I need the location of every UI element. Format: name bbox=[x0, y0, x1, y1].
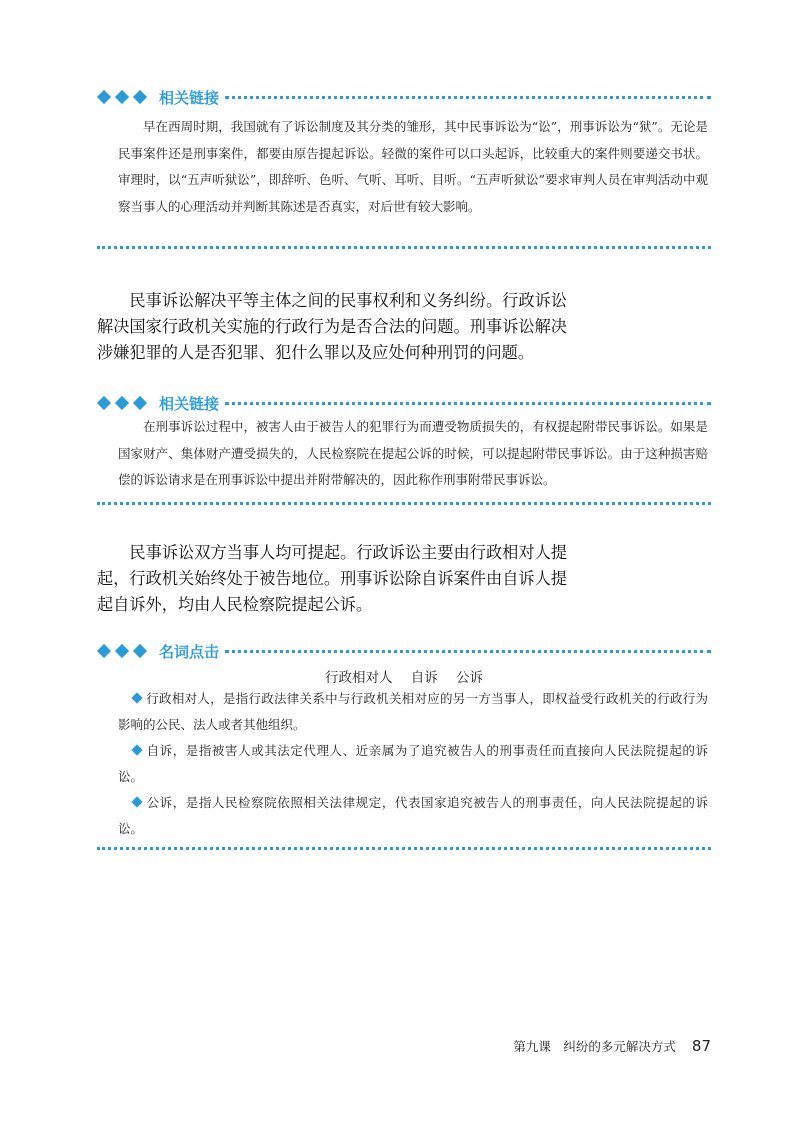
related-link-title-1: 相关链接 bbox=[159, 88, 220, 107]
body-paragraph-2 bbox=[97, 540, 567, 618]
glossary-term: 自诉 bbox=[410, 670, 438, 686]
related-link-text-2: 在刑事诉讼过程中，被害人由于被告人的犯罪行为而遭受物质损失的，有权提起附带民事诉讼。如果是国家财产、集体财产遭受损失的，人民检察院在提起公诉的时候，可以提起附带民事诉讼。由于这种损害赔偿的诉讼请求是在刑事诉讼中提出并附带解决的，因此称作刑事附带民事诉讼。 bbox=[118, 419, 708, 487]
dotted-divider bbox=[225, 96, 711, 99]
definition-item bbox=[118, 790, 708, 842]
glossary-term: 行政相对人 bbox=[324, 670, 393, 686]
glossary-term: 公诉 bbox=[456, 670, 484, 686]
dotted-divider bbox=[97, 502, 711, 505]
diamond-bullets-icon bbox=[97, 646, 147, 656]
glossary-definitions bbox=[118, 686, 708, 842]
diamond-bullet-icon bbox=[131, 744, 142, 755]
body-paragraph-1-text: 民事诉讼解决平等主体之间的民事权利和义务纠纷。行政诉讼解决国家行政机关实施的行政行为是否合法的问题。刑事诉讼解决涉嫌犯罪的人是否犯罪、犯什么罪以及应处何种刑罚的问题。 bbox=[97, 291, 567, 362]
dotted-divider bbox=[97, 246, 711, 249]
body-paragraph-1 bbox=[97, 288, 567, 366]
diamond-bullets-icon bbox=[97, 92, 147, 102]
glossary-title: 名词点击 bbox=[159, 642, 220, 661]
chapter-title: 第九课 纠纷的多元解决方式 bbox=[513, 1039, 676, 1054]
body-paragraph-2-text: 民事诉讼双方当事人均可提起。行政诉讼主要由行政相对人提起，行政机关始终处于被告地位。刑事诉讼除自诉案件由自诉人提起自诉外，均由人民检察院提起公诉。 bbox=[97, 543, 567, 614]
dotted-divider bbox=[97, 847, 711, 850]
related-link-body-1 bbox=[118, 114, 708, 220]
definition-item bbox=[118, 738, 708, 790]
diamond-bullets-icon bbox=[97, 398, 147, 408]
dotted-divider bbox=[225, 650, 711, 653]
page-footer bbox=[460, 1037, 711, 1059]
related-link-header-1 bbox=[97, 87, 711, 107]
related-link-title-2: 相关链接 bbox=[159, 394, 220, 413]
definition-text: 行政相对人，是指行政法律关系中与行政机关相对应的另一方当事人，即权益受行政机关的行政行为影响的公民、法人或者其他组织。 bbox=[118, 691, 708, 732]
related-link-header-2 bbox=[97, 393, 711, 413]
definition-item bbox=[118, 686, 708, 738]
diamond-bullet-icon bbox=[131, 796, 142, 807]
diamond-bullet-icon bbox=[131, 692, 142, 703]
definition-text: 自诉，是指被害人或其法定代理人、近亲属为了追究被告人的刑事责任而直接向人民法院提起的诉讼。 bbox=[118, 743, 708, 784]
related-link-body-2 bbox=[118, 414, 708, 494]
related-link-text-1: 早在西周时期，我国就有了诉讼制度及其分类的雏形，其中民事诉讼为“讼”，刑事诉讼为“狱”。无论是民事案件还是刑事案件，都要由原告提起诉讼。轻微的案件可以口头起诉，比较重大的案件则要递交书状。审理时，以“五声听狱讼”，即辞听、色听、气听、耳听、目听。“五声听狱讼”要求审判人员在审判活动中观察当事人的心理活动并判断其陈述是否真实，对后世有较大影响。 bbox=[118, 119, 708, 214]
glossary-header bbox=[97, 641, 711, 661]
glossary-terms bbox=[97, 666, 711, 686]
page-number: 87 bbox=[691, 1037, 711, 1055]
dotted-divider bbox=[225, 402, 711, 405]
definition-text: 公诉，是指人民检察院依照相关法律规定，代表国家追究被告人的刑事责任，向人民法院提起的诉讼。 bbox=[118, 795, 708, 836]
